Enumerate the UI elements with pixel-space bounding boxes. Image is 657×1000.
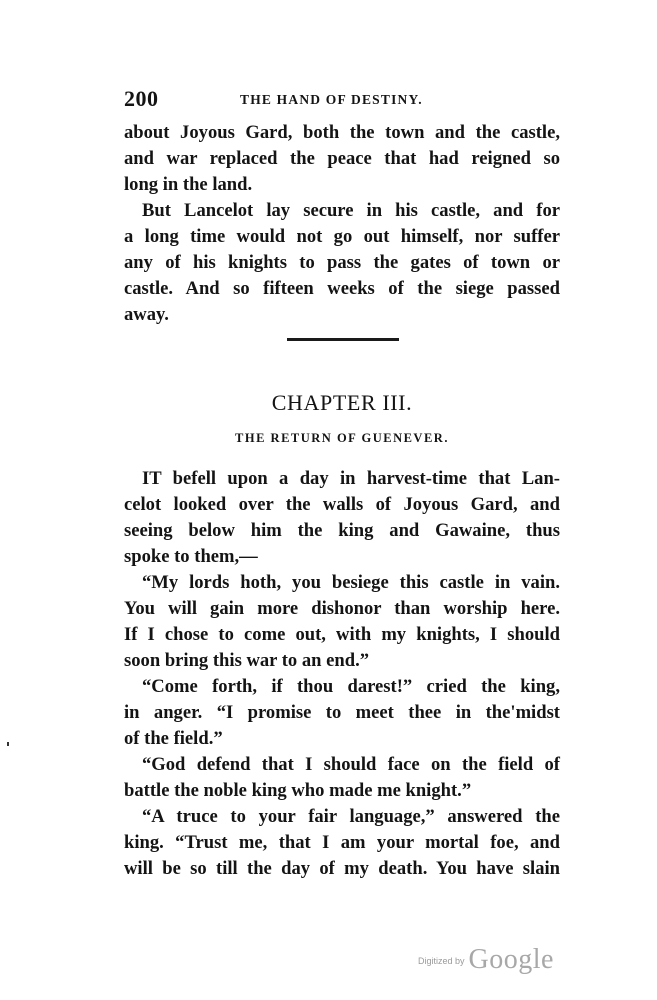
page-number: 200 (124, 86, 159, 111)
text-line: But Lancelot lay secure in his castle, and for (142, 200, 560, 221)
text-line: spoke to them,— (124, 546, 258, 567)
text-line: and war replaced the peace that had reigned so (124, 148, 560, 169)
text-line: of the field.” (124, 728, 223, 749)
text-line: IT befell upon a day in harvest-time that Lan- (142, 468, 560, 489)
text-line: “A truce to your fair language,” answered the (142, 806, 560, 827)
chapter-subtitle: THE RETURN OF GUENEVER. (235, 431, 449, 445)
text-line: in anger. “I promise to meet thee in the'midst (124, 702, 560, 723)
text-line: away. (124, 304, 169, 325)
digitized-watermark (418, 944, 554, 984)
running-head (124, 86, 564, 116)
text-line: “God defend that I should face on the field of (142, 754, 560, 775)
text-line: soon bring this war to an end.” (124, 650, 370, 671)
text-line: king. “Trust me, that I am your mortal foe, and (124, 832, 560, 853)
paragraph (124, 120, 560, 198)
paragraph (124, 570, 560, 674)
paragraph (124, 804, 560, 882)
text-line: will be so till the day of my death. You have slain (124, 858, 560, 879)
text-line: “My lords hoth, you besiege this castle in vain. (142, 572, 560, 593)
text-line: You will gain more dishonor than worship here. (124, 598, 560, 619)
paragraph (124, 752, 560, 804)
chapter-heading: CHAPTER III. (271, 390, 413, 415)
scan-speck (7, 742, 9, 746)
text-line: long in the land. (124, 174, 253, 195)
paragraph (124, 198, 560, 328)
text-line: any of his knights to pass the gates of town or (124, 252, 560, 273)
paragraph (124, 466, 560, 570)
section-divider (287, 338, 399, 341)
google-logo: Google (468, 944, 554, 975)
watermark-prefix: Digitized by (418, 956, 465, 966)
running-title: THE HAND OF DESTINY. (240, 92, 423, 107)
text-line: celot looked over the walls of Joyous Gard, and (124, 494, 560, 515)
text-line: seeing below him the king and Gawaine, thus (124, 520, 560, 541)
text-line: “Come forth, if thou darest!” cried the king, (142, 676, 560, 697)
text-line: castle. And so fifteen weeks of the siege passed (124, 278, 560, 299)
text-line: about Joyous Gard, both the town and the castle, (124, 122, 560, 143)
text-line: If I chose to come out, with my knights, I should (124, 624, 560, 645)
paragraph (124, 674, 560, 752)
text-line: battle the noble king who made me knight.” (124, 780, 472, 801)
text-line: a long time would not go out himself, nor suffer (124, 226, 560, 247)
